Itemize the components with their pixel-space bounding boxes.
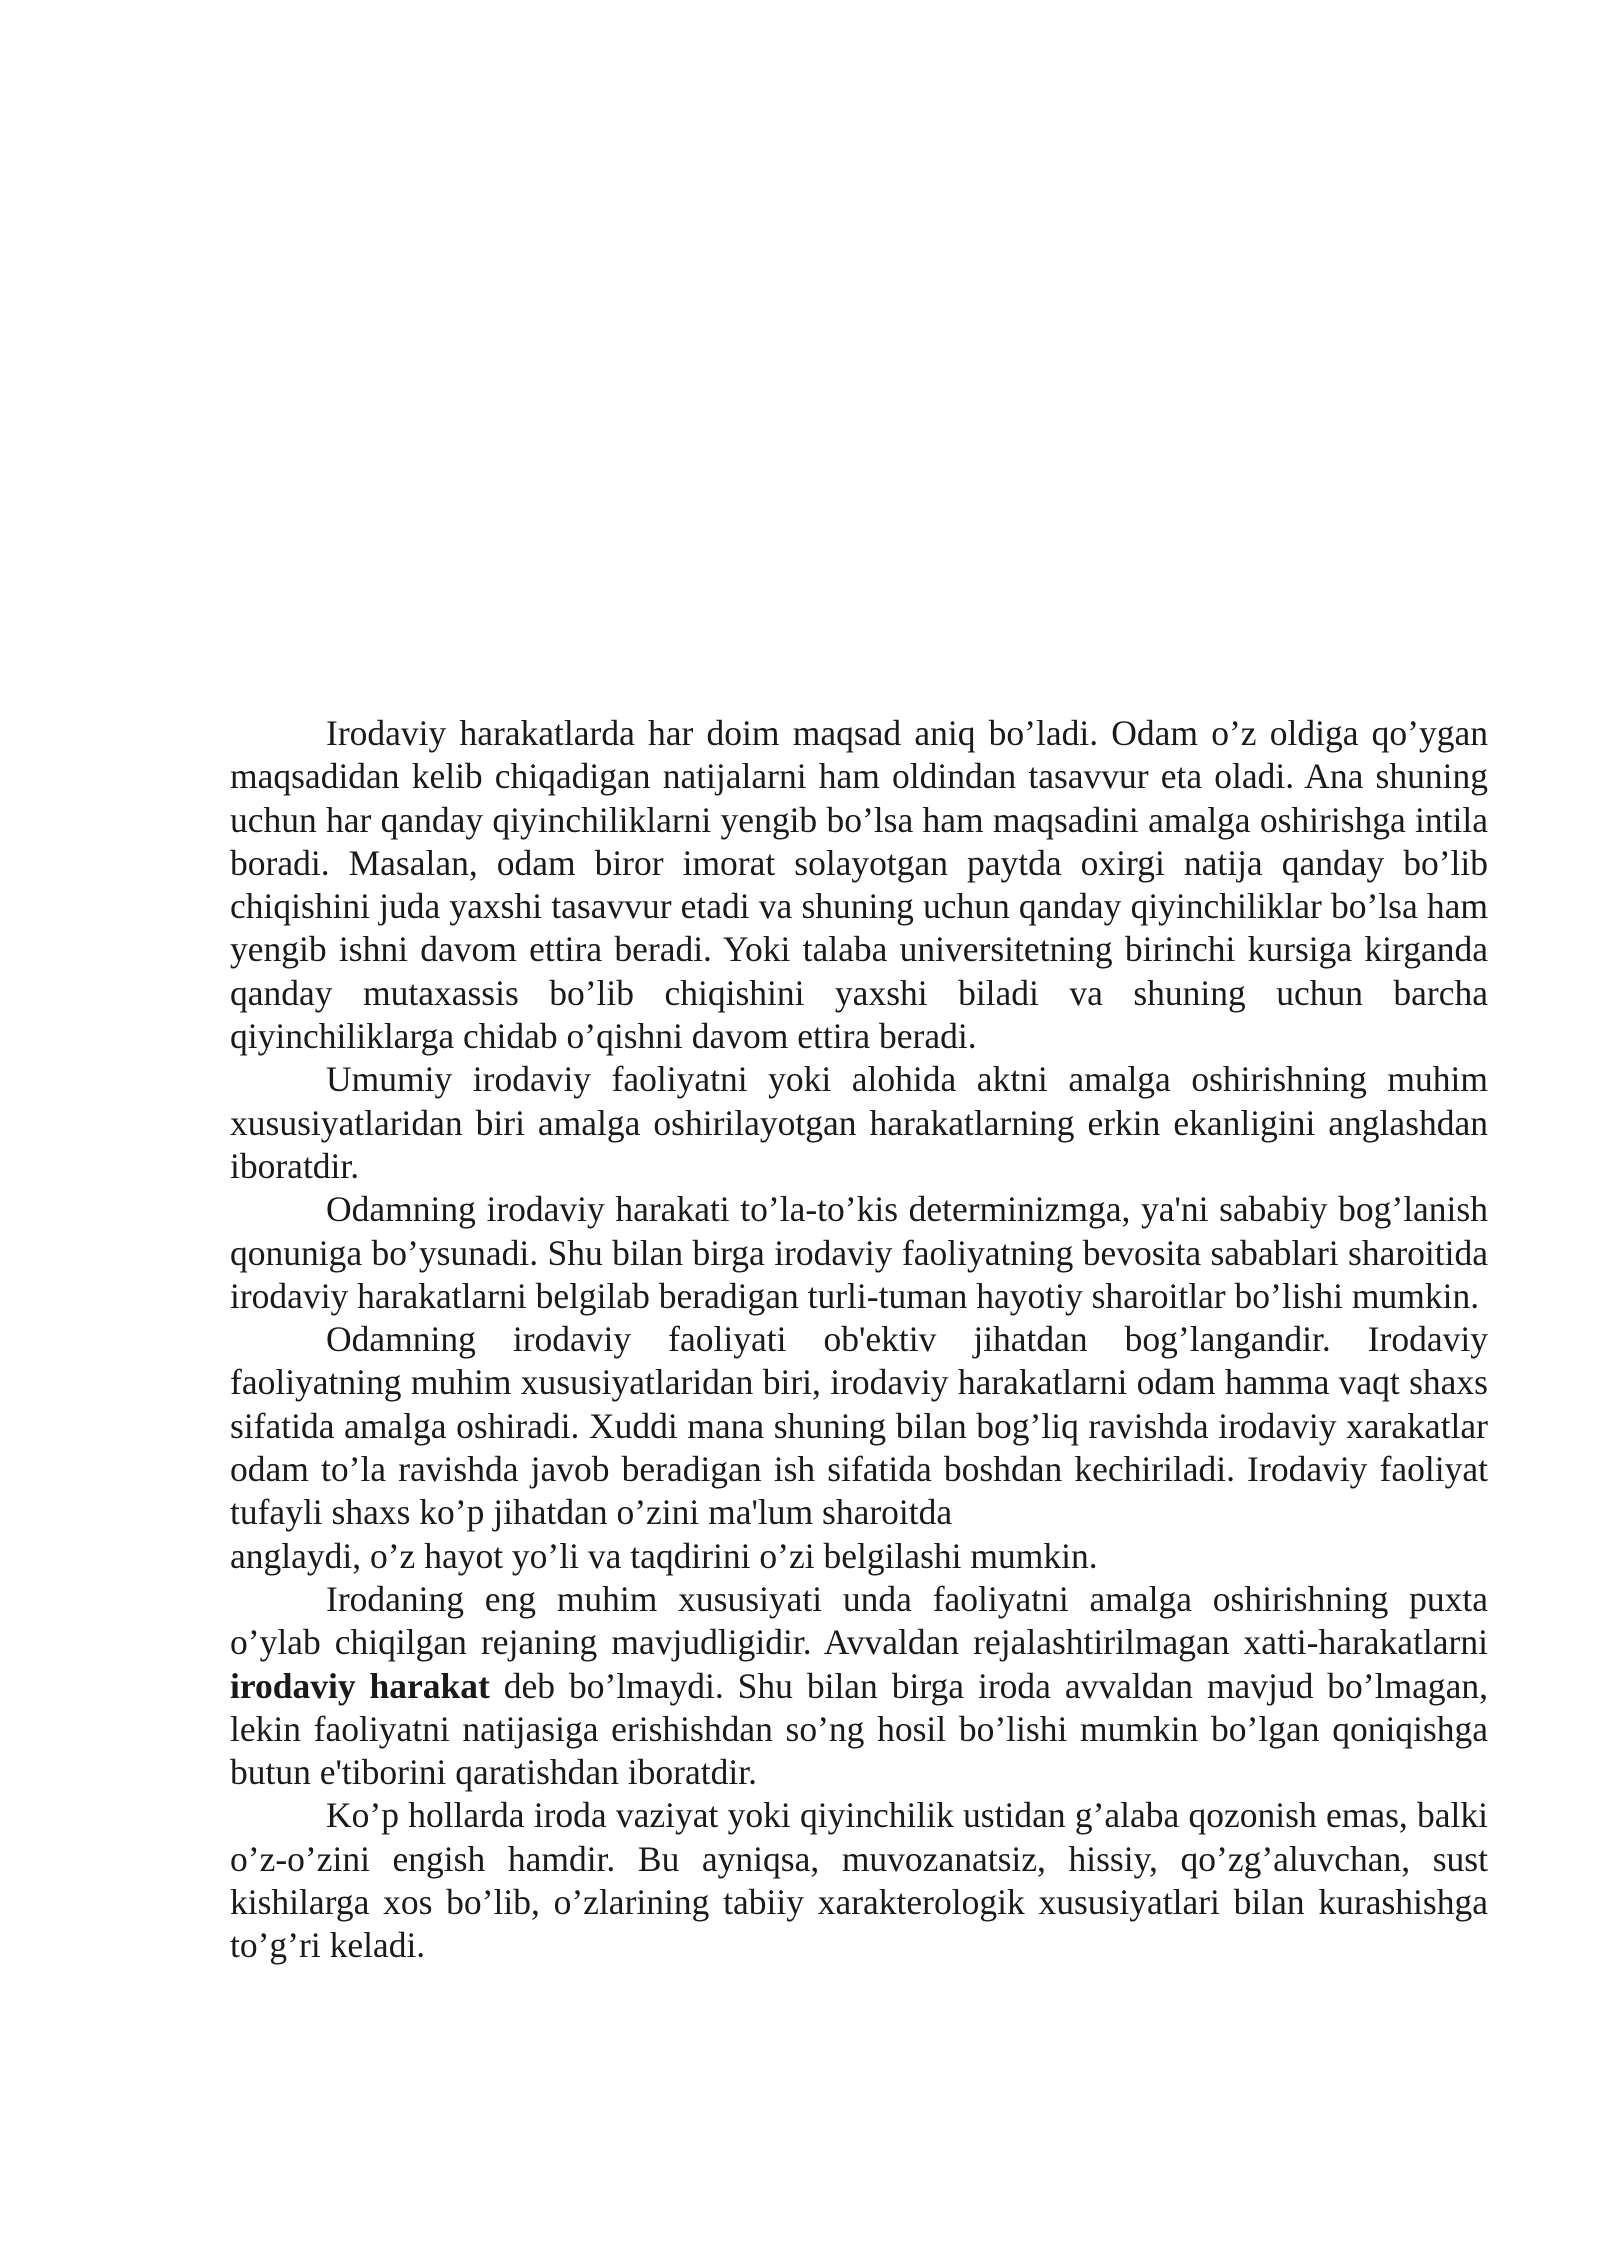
paragraph-text-after: deb bo’lmaydi. Shu bilan birga iroda avvaldan mavjud bo’lmagan, lekin faoliyatni natijasiga erishishdan so’ng hosil bo’lishi mumkin bo’lgan qoniqishga butun e'tiborini qaratishdan iboratdir. [230,1665,1488,1793]
paragraph-5 [230,1578,1488,1794]
paragraph-text-before: Irodaning eng muhim xususiyati unda faoliyatni amalga oshirishning puxta o’ylab chiqilgan rejaning mavjudligidir. Avvaldan rejalashtirilmagan xatti-harakatlarni [230,1578,1488,1663]
paragraph-1 [230,712,1488,1058]
paragraph-3 [230,1188,1488,1318]
paragraph-text: Ko’p hollarda iroda vaziyat yoki qiyinchilik ustidan g’alaba qozonish emas, balki o’z-o’zini engish hamdir. Bu ayniqsa, muvozanatsiz, hissiy, qo’zg’aluvchan, sust kishilarga xos bo’lib, o’zlarining tabiiy xarakterologik xususiyatlari bilan kurashishga to’g’ri keladi. [230,1795,1488,1966]
paragraph-text-part-1: Odamning irodaviy faoliyati ob'ektiv jihatdan bog’langandir. Irodaviy faoliyatning muhim xususiyatlaridan biri, irodaviy harakatlarni odam hamma vaqt shaxs sifatida amalga oshiradi. Xuddi mana shuning bilan bog’liq ravishda irodaviy xarakatlar odam to’la ravishda javob beradigan ish sifatida boshdan kechiriladi. Irodaviy faoliyat tufayli shaxs ko’p jihatdan o’zini ma'lum sharoitda [230,1319,1488,1533]
paragraph-2 [230,1058,1488,1188]
paragraph-text: Umumiy irodaviy faoliyatni yoki alohida aktni amalga oshirishning muhim xususiyatlaridan biri amalga oshirilayotgan harakatlarning erkin ekanligini anglashdan iboratdir. [230,1059,1488,1186]
paragraph-text: Irodaviy harakatlarda har doim maqsad aniq bo’ladi. Odam o’z oldiga qo’ygan maqsadidan kelib chiqadigan natijalarni ham oldindan tasavvur eta oladi. Ana shuning uchun har qanday qiyinchiliklarni yengib bo’lsa ham maqsadini amalga oshirishga intila boradi. Masalan, odam biror imorat solayotgan paytda oxirgi natija qanday bo’lib chiqishini juda yaxshi tasavvur etadi va shuning uchun qanday qiyinchiliklar bo’lsa ham yengib ishni davom ettira beradi. Yoki talaba universitetning birinchi kursiga kirganda qanday mutaxassis bo’lib chiqishini yaxshi biladi va shuning uchun barcha qiyinchiliklarga chidab o’qishni davom ettira beradi. [230,713,1488,1057]
bold-term: irodaviy harakat [230,1665,490,1706]
paragraph-text: Odamning irodaviy harakati to’la-to’kis determinizmga, ya'ni sababiy bog’lanish qonuniga bo’ysunadi. Shu bilan birga irodaviy faoliyatning bevosita sabablari sharoitida irodaviy harakatlarni belgilab beradigan turli-tuman hayotiy sharoitlar bo’lishi mumkin. [230,1189,1488,1316]
paragraph-6 [230,1794,1488,1967]
paragraph-4 [230,1318,1488,1578]
document-page [230,712,1488,1968]
paragraph-text-part-2: anglaydi, o’z hayot yo’li va taqdirini o’zi belgilashi mumkin. [230,1535,1098,1576]
